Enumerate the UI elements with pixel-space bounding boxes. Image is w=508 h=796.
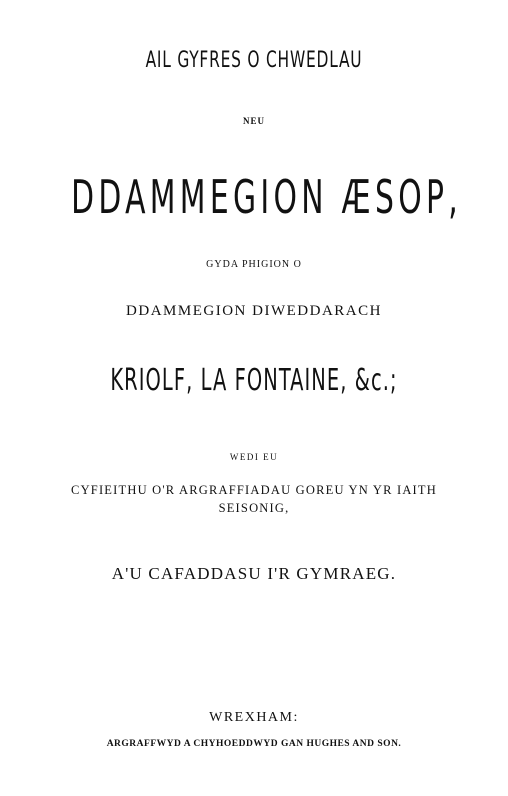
conjunction: NEU xyxy=(242,116,265,126)
imprint-printer: ARGRAFFWYD A CHYHOEDDWYD GAN HUGHES AND SON. xyxy=(106,739,402,749)
subtitle-intro: GYDA PHIGION O xyxy=(206,259,302,270)
subtitle: DDAMMEGION DIWEDDARACH xyxy=(126,303,382,319)
translation-note-cont: SEISONIG, xyxy=(218,501,290,515)
series-title: AIL GYFRES O CHWEDLAU xyxy=(145,48,363,73)
authors: KRIOLF, LA FONTAINE, &c.; xyxy=(110,363,398,398)
imprint-place: WREXHAM: xyxy=(209,710,299,725)
adaptation-note: A'U CAFADDASU I'R GYMRAEG. xyxy=(111,564,397,583)
main-title: DDAMMEGION ÆSOP, xyxy=(71,170,463,224)
translation-note: CYFIEITHU O'R ARGRAFFIADAU GOREU YN YR IAITH xyxy=(71,483,437,497)
translation-intro: WEDI EU xyxy=(229,452,279,462)
